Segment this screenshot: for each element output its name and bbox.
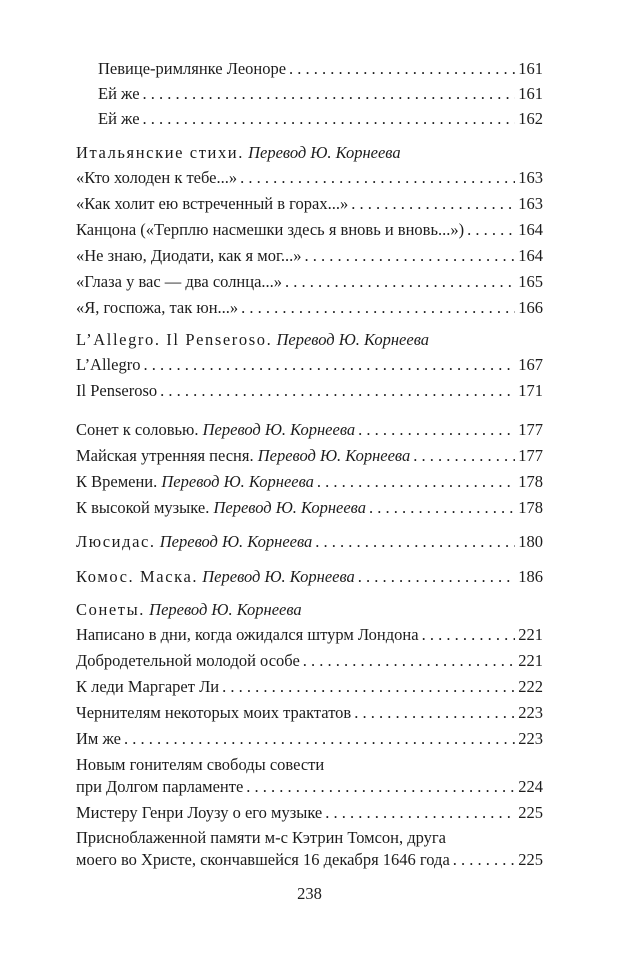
toc-entry xyxy=(76,193,543,215)
entry-page: 221 xyxy=(518,651,543,670)
table-of-contents xyxy=(76,0,543,900)
entry-page: 171 xyxy=(518,381,543,400)
dot-leader xyxy=(358,566,515,588)
toc-entry xyxy=(76,676,543,698)
entry-page: 225 xyxy=(518,803,543,822)
entry-title-text: Майская утренняя песня. xyxy=(76,446,254,465)
toc-entry xyxy=(76,167,543,189)
dot-leader xyxy=(422,624,516,646)
entry-title xyxy=(76,445,410,467)
dot-leader xyxy=(143,354,515,376)
entry-page: 165 xyxy=(518,272,543,291)
dot-leader xyxy=(285,271,515,293)
entry-title: «Как холит ею встреченный в горах...» xyxy=(76,194,349,213)
translator-credit: Перевод Ю. Корнеева xyxy=(257,446,411,465)
entry-title: Ей же xyxy=(98,84,140,103)
entry-title xyxy=(76,471,314,493)
entry-title xyxy=(76,497,366,519)
toc-entry xyxy=(76,802,543,824)
dot-leader xyxy=(467,219,515,241)
toc-entry xyxy=(98,83,543,105)
entry-page: 186 xyxy=(518,567,543,586)
entry-title-text: Сонет к соловью. xyxy=(76,420,199,439)
dot-leader xyxy=(317,471,515,493)
toc-entry xyxy=(76,354,543,376)
translator-credit: Перевод Ю. Корнеева xyxy=(161,472,314,491)
entry-title-text: моего во Христе, скончавшейся 16 декабря 1646 года xyxy=(76,850,450,869)
entry-page: 177 xyxy=(518,446,543,465)
entry-title-text: К высокой музыке. xyxy=(76,498,210,517)
toc-entry xyxy=(76,624,543,646)
dot-leader xyxy=(304,245,515,267)
entry-title: Канцона («Терплю насмешки здесь я вновь и вновь...») xyxy=(76,220,465,239)
toc-entry xyxy=(76,827,543,871)
entry-title: Им же xyxy=(76,729,121,748)
entry-page: 166 xyxy=(518,298,543,317)
dot-leader xyxy=(413,445,515,467)
dot-leader xyxy=(222,676,515,698)
entry-page: 167 xyxy=(518,355,543,374)
entry-page: 222 xyxy=(518,677,543,696)
dot-leader xyxy=(325,802,515,824)
entry-title: «Я, госпожа, так юн...» xyxy=(76,298,239,317)
translator-credit: Перевод Ю. Корнеева xyxy=(149,600,302,619)
entry-title: Ей же xyxy=(98,109,140,128)
entry-page: 163 xyxy=(518,168,543,187)
dot-leader xyxy=(453,849,515,871)
section-heading xyxy=(76,329,556,351)
dot-leader xyxy=(289,58,515,80)
translator-credit: Перевод Ю. Корнеева xyxy=(213,498,366,517)
entry-title-line: Присноблаженной памяти м-с Кэтрин Томсон, друга xyxy=(76,828,447,847)
section-heading xyxy=(76,599,556,621)
entry-page: 225 xyxy=(518,850,543,869)
entry-title-text: Люсидас. xyxy=(76,532,156,551)
dot-leader xyxy=(369,497,515,519)
entry-title: Добродетельной молодой особе xyxy=(76,651,300,670)
page-number: 238 xyxy=(297,884,322,903)
entry-title: Мистеру Генри Лоузу о его музыке xyxy=(76,803,323,822)
entry-title-text: при Долгом парламенте xyxy=(76,777,244,796)
dot-leader xyxy=(315,531,515,553)
entry-page: 161 xyxy=(518,59,543,78)
toc-entry xyxy=(76,271,543,293)
entry-title: L’Allegro xyxy=(76,355,141,374)
toc-entry xyxy=(76,245,543,267)
dot-leader xyxy=(303,650,515,672)
entry-page: 162 xyxy=(518,109,543,128)
entry-page: 224 xyxy=(518,777,543,796)
dot-leader xyxy=(358,419,515,441)
entry-page: 164 xyxy=(518,220,543,239)
section-title: L’Allegro. Il Penseroso. xyxy=(76,330,273,349)
toc-entry xyxy=(76,445,543,467)
entry-title: «Не знаю, Диодати, как я мог...» xyxy=(76,246,302,265)
dot-leader xyxy=(160,380,515,402)
dot-leader xyxy=(143,83,516,105)
entry-page: 163 xyxy=(518,194,543,213)
toc-entry xyxy=(76,728,543,750)
entry-page: 223 xyxy=(518,729,543,748)
toc-entry xyxy=(76,471,543,493)
entry-page: 221 xyxy=(518,625,543,644)
translator-credit: Перевод Ю. Корнеева xyxy=(202,567,355,586)
entry-title-line xyxy=(76,776,543,798)
entry-title: Чернителям некоторых моих трактатов xyxy=(76,703,352,722)
entry-page: 164 xyxy=(518,246,543,265)
translator-credit: Перевод Ю. Корнеева xyxy=(276,330,429,349)
toc-entry xyxy=(76,754,543,798)
entry-page: 180 xyxy=(518,532,543,551)
entry-page: 177 xyxy=(518,420,543,439)
entry-title xyxy=(76,419,355,441)
toc-entry xyxy=(76,219,543,241)
entry-title: Певице-римлянке Леоноре xyxy=(98,59,287,78)
toc-entry xyxy=(76,419,543,441)
translator-credit: Перевод Ю. Корнеева xyxy=(202,420,356,439)
toc-entry xyxy=(76,702,543,724)
entry-title xyxy=(76,566,355,588)
entry-title xyxy=(76,531,312,553)
entry-title: К леди Маргарет Ли xyxy=(76,677,220,696)
toc-entry xyxy=(76,497,543,519)
entry-page: 223 xyxy=(518,703,543,722)
dot-leader xyxy=(246,776,515,798)
dot-leader xyxy=(143,108,516,130)
toc-entry xyxy=(76,531,543,553)
translator-credit: Перевод Ю. Корнеева xyxy=(159,532,313,551)
entry-title-line: Новым гонителям свободы совести xyxy=(76,755,325,774)
toc-entry xyxy=(76,297,543,319)
toc-entry xyxy=(98,58,543,80)
entry-title: Написано в дни, когда ожидался штурм Лондона xyxy=(76,625,419,644)
entry-page: 178 xyxy=(518,498,543,517)
entry-title-line xyxy=(76,849,543,871)
entry-title: «Глаза у вас — два солнца...» xyxy=(76,272,283,291)
section-heading xyxy=(76,142,556,164)
entry-page: 178 xyxy=(518,472,543,491)
dot-leader xyxy=(351,193,515,215)
dot-leader xyxy=(240,167,515,189)
toc-entry xyxy=(76,650,543,672)
toc-entry xyxy=(76,566,543,588)
dot-leader xyxy=(124,728,515,750)
section-title: Итальянские стихи. xyxy=(76,143,244,162)
entry-page: 161 xyxy=(518,84,543,103)
dot-leader xyxy=(241,297,515,319)
translator-credit: Перевод Ю. Корнеева xyxy=(248,143,401,162)
entry-title-text: Комос. Маска. xyxy=(76,567,199,586)
toc-entry xyxy=(98,108,543,130)
entry-title: «Кто холоден к тебе...» xyxy=(76,168,238,187)
entry-title: Il Penseroso xyxy=(76,381,158,400)
entry-title-text: К Времени. xyxy=(76,472,158,491)
section-title: Сонеты. xyxy=(76,600,146,619)
toc-entry xyxy=(76,380,543,402)
dot-leader xyxy=(354,702,515,724)
